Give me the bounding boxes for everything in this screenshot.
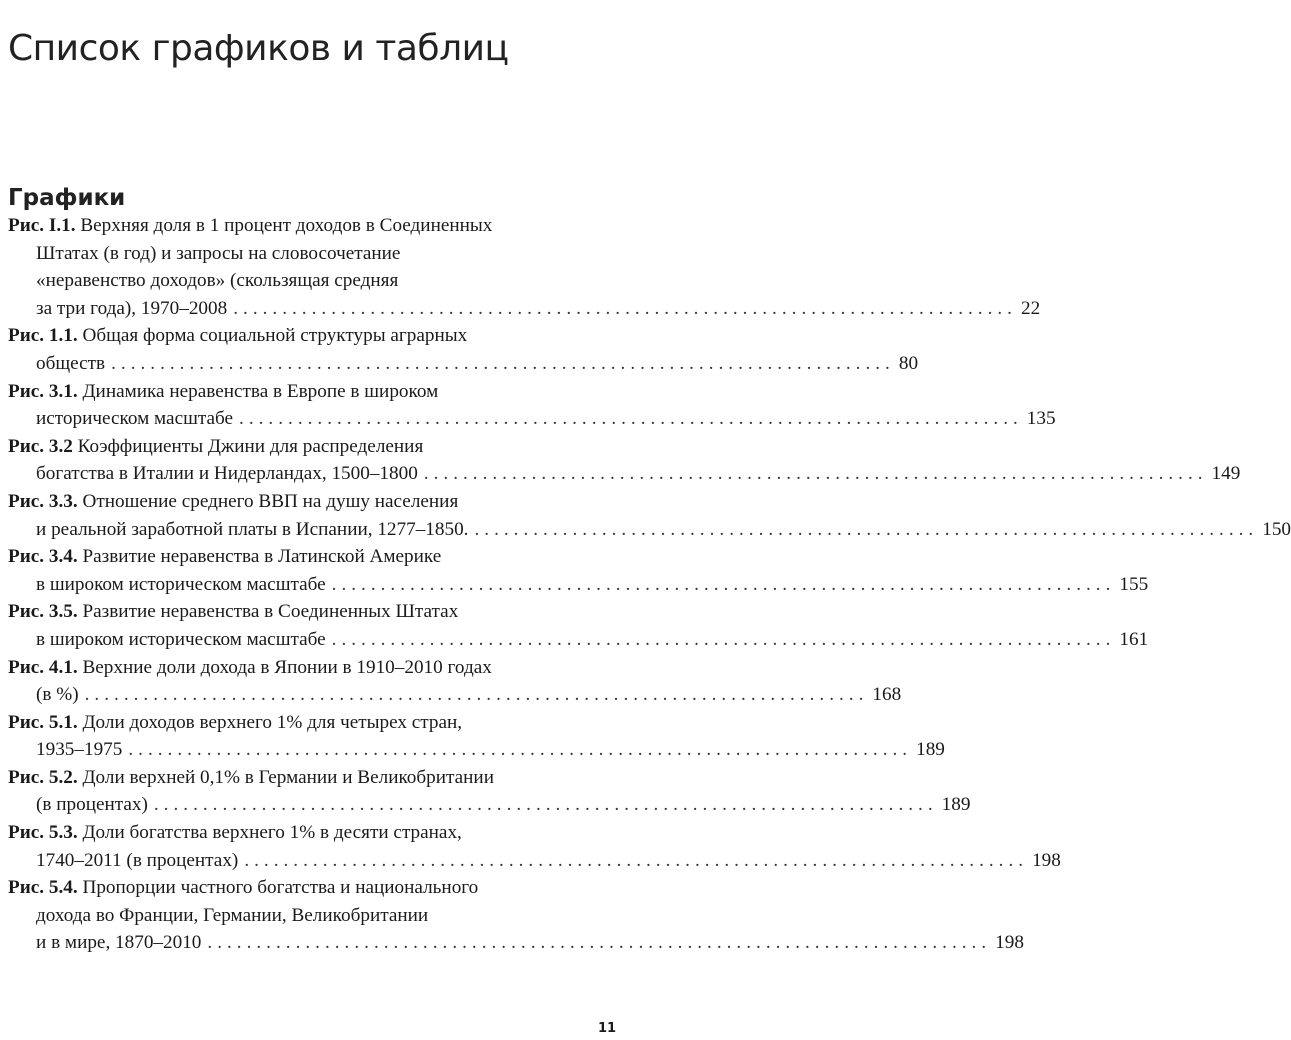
entry-last-line-text: обществ: [36, 352, 106, 374]
entry-first-line: [8, 322, 618, 350]
entry-last-line: [8, 295, 1041, 323]
entry-last-line: [8, 929, 1024, 957]
entry-first-line: [8, 488, 618, 516]
toc-entry[interactable]: [8, 322, 919, 377]
dot-leader: ................................................................................: [207, 932, 992, 954]
entry-title: Доли верхней 0,1% в Германии и Великобритании: [77, 766, 494, 788]
entry-title: Динамика неравенства в Европе в широком: [77, 380, 439, 402]
entry-title: Развитие неравенства в Латинской Америке: [77, 546, 442, 568]
dot-leader: ................................................................................: [239, 408, 1023, 430]
entry-title: Коэффициенты Джини для распределения: [72, 435, 424, 457]
entry-continuation-line: Штатах (в год) и запросы на словосочетание: [36, 242, 401, 264]
entry-title: Верхние доли дохода в Японии в 1910–2010 годах: [77, 656, 492, 678]
dot-leader: ................................................................................: [233, 297, 1017, 319]
entry-last-line-text: (в %): [36, 684, 79, 706]
entry-continuation-line: дохода во Франции, Германии, Великобритании: [36, 904, 429, 926]
entry-last-line: [8, 405, 1056, 433]
entry-last-line: [8, 571, 1149, 599]
entry-first-line: [8, 874, 618, 902]
entry-first-line: [8, 598, 618, 626]
figure-label: Рис. 3.4.: [8, 546, 78, 568]
dot-leader: ................................................................................: [331, 628, 1116, 650]
page-reference[interactable]: 150: [1262, 518, 1291, 540]
page-reference[interactable]: 189: [941, 794, 971, 816]
entry-last-line-text: 1935–1975: [36, 739, 123, 761]
figure-label: Рис. 1.1.: [8, 325, 78, 347]
entry-last-line: [8, 681, 902, 709]
toc-entry[interactable]: [8, 488, 1291, 543]
entry-last-line-text: за три года), 1970–2008: [36, 297, 228, 319]
toc-entry[interactable]: [8, 764, 971, 819]
figure-label: Рис. 3.2: [8, 435, 73, 457]
page-reference[interactable]: 161: [1119, 628, 1149, 650]
entry-title: Верхняя доля в 1 процент доходов в Соединенных: [75, 215, 493, 236]
entry-last-line: [8, 626, 1149, 654]
toc-entry[interactable]: [8, 819, 1061, 874]
entry-title: Доли доходов верхнего 1% для четырех стран,: [77, 711, 463, 733]
page-reference[interactable]: 149: [1211, 463, 1241, 485]
page-reference[interactable]: 189: [916, 739, 945, 761]
page-reference[interactable]: 168: [872, 684, 902, 706]
entry-last-line: [8, 791, 971, 819]
entry-last-line-text: (в процентах): [36, 794, 148, 816]
figures-list: [8, 212, 1291, 957]
toc-entry[interactable]: [8, 433, 1241, 488]
toc-entry[interactable]: [8, 874, 1024, 957]
dot-leader: ................................................................................: [244, 849, 1029, 871]
figure-label: Рис. 3.1.: [8, 380, 78, 402]
entry-title: Развитие неравенства в Соединенных Штатах: [77, 601, 459, 623]
entry-last-line: [8, 847, 1061, 875]
dot-leader: ................................................................................: [423, 463, 1208, 485]
page-number: 11: [598, 1021, 617, 1036]
toc-entry[interactable]: [8, 378, 1056, 433]
dot-leader: ................................................................................: [128, 739, 913, 761]
toc-entry[interactable]: [8, 212, 1041, 322]
toc-entry[interactable]: [8, 543, 1149, 598]
figure-label: Рис. 5.2.: [8, 766, 78, 788]
entry-continuation-line: «неравенство доходов» (скользящая средняя: [36, 270, 399, 292]
entry-first-line: [8, 709, 618, 737]
entry-first-line: [8, 764, 618, 792]
figure-label: Рис. 5.4.: [8, 877, 78, 899]
figure-label: Рис. 3.5.: [8, 601, 78, 623]
entry-title: Общая форма социальной структуры аграрных: [77, 325, 468, 347]
entry-last-line-text: историческом масштабе: [36, 408, 234, 430]
page-reference[interactable]: 198: [995, 932, 1024, 954]
toc-entry[interactable]: [8, 598, 1149, 653]
entry-last-line-text: в широком историческом масштабе: [36, 573, 326, 595]
dot-leader: ................................................................................: [153, 794, 938, 816]
entry-first-line: [8, 378, 618, 406]
dot-leader: ................................................................................: [111, 352, 895, 374]
entry-title: Доли богатства верхнего 1% в десяти странах,: [77, 822, 462, 844]
entry-first-line: [8, 819, 618, 847]
entry-first-line: [8, 212, 618, 240]
page-reference[interactable]: 135: [1026, 408, 1056, 430]
toc-entry[interactable]: [8, 709, 945, 764]
entry-last-line: [8, 736, 945, 764]
figure-label: Рис. 4.1.: [8, 656, 78, 678]
dot-leader: ................................................................................: [331, 573, 1116, 595]
entry-last-line: [8, 460, 1241, 488]
entry-last-line: [8, 350, 919, 378]
dot-leader: ................................................................................: [84, 684, 869, 706]
page-reference[interactable]: 22: [1020, 297, 1041, 319]
entry-title: Отношение среднего ВВП на душу населения: [77, 490, 459, 512]
entry-last-line-text: и реальной заработной платы в Испании, 1277–1850.: [36, 518, 469, 540]
entry-last-line-text: в широком историческом масштабе: [36, 628, 326, 650]
figure-label: Рис. 5.3.: [8, 822, 78, 844]
entry-first-line: [8, 654, 618, 682]
entry-last-line-text: богатства в Италии и Нидерландах, 1500–1800: [36, 463, 418, 485]
page-reference[interactable]: 198: [1032, 849, 1061, 871]
entry-last-line-text: 1740–2011 (в процентах): [36, 849, 239, 871]
page-reference[interactable]: 80: [898, 352, 919, 374]
toc-entry[interactable]: [8, 654, 902, 709]
entry-first-line: [8, 433, 618, 461]
page-reference[interactable]: 155: [1119, 573, 1149, 595]
entry-last-line: [8, 516, 1291, 544]
entry-last-line-text: и в мире, 1870–2010: [36, 932, 202, 954]
section-title-graphs: Графики: [8, 185, 126, 212]
entry-first-line: [8, 543, 618, 571]
page-title: Список графиков и таблиц: [8, 28, 509, 70]
figure-label: Рис. 3.3.: [8, 490, 78, 512]
dot-leader: ................................................................................: [474, 518, 1259, 540]
entry-title: Пропорции частного богатства и национального: [77, 877, 479, 899]
figure-label: Рис. I.1.: [8, 215, 76, 236]
figure-label: Рис. 5.1.: [8, 711, 78, 733]
